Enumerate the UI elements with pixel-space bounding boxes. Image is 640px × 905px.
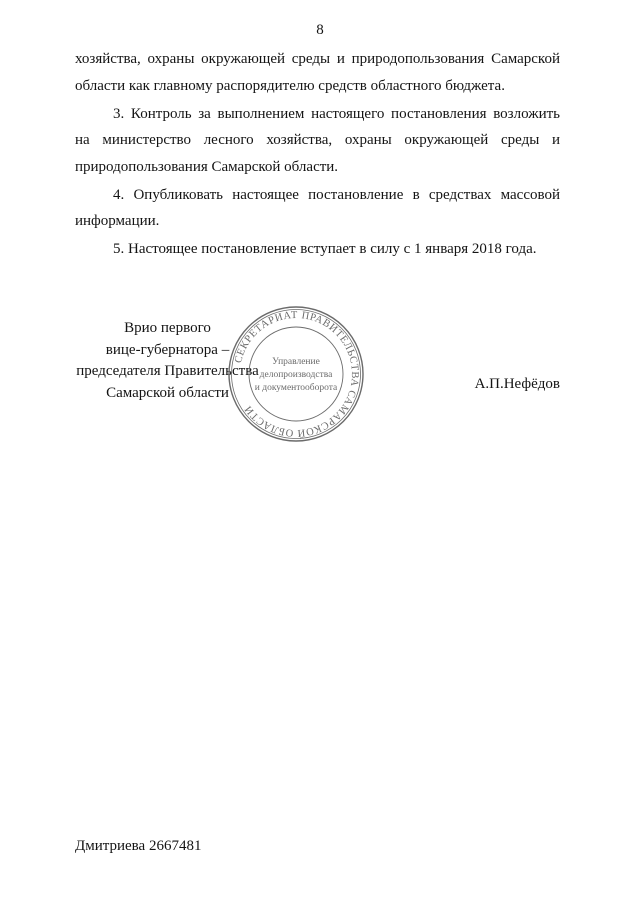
- paragraph-item-4: 4. Опубликовать настоящее постановление в средствах массовой информации.: [75, 186, 560, 229]
- position-line: Врио первого: [124, 320, 211, 336]
- stamp-center-line: и документооборота: [254, 383, 338, 393]
- stamp-center-line: Управление: [272, 357, 320, 367]
- paragraph-item-5: 5. Настоящее постановление вступает в силу с 1 января 2018 года.: [113, 241, 537, 257]
- position-line: вице-губернатора –: [105, 341, 230, 358]
- paragraph-continuation: хозяйства, охраны окружающей среды и природопользования Самарской области как главному распорядителю средств областного бюджета.: [75, 51, 560, 94]
- stamp-ring-text: СЕКРЕТАРИАТ ПРАВИТЕЛЬСТВА САМАРСКОЙ ОБЛАСТИ: [233, 309, 361, 439]
- signatory-position: [75, 318, 260, 404]
- document-body: [75, 46, 560, 264]
- signer-name: А.П.Нефёдов: [474, 376, 560, 392]
- executor-contact: Дмитриева 2667481: [75, 838, 202, 854]
- paragraph-item-3: 3. Контроль за выполнением настоящего постановления возложить на министерство лесного хозяйства, охраны окружающей среды и природопользования Самарской области.: [75, 105, 560, 175]
- page-number: 8: [316, 22, 324, 38]
- stamp-center-line: делопроизводства: [259, 370, 333, 380]
- position-line: председателя Правительства: [76, 363, 259, 379]
- position-line: Самарской области: [106, 384, 229, 401]
